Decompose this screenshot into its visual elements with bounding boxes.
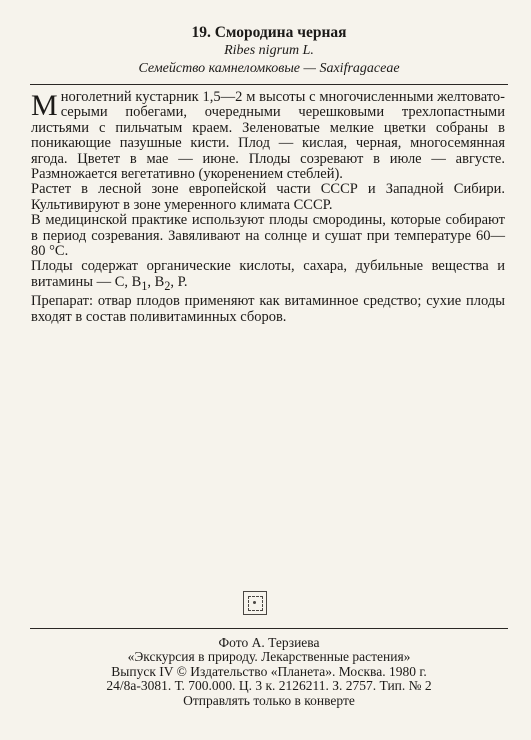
drop-cap: М: [31, 89, 58, 122]
photo-credit: Фото А. Терзиева: [218, 635, 320, 650]
paragraph-preparation: Препарат: отвар плодов применяют как витаминное средство; сухие плоды входят в состав поливитаминных сборов.: [31, 293, 505, 325]
bottom-divider: [30, 628, 508, 629]
paragraph-description: [31, 90, 505, 182]
print-details: 24/8а-3081. Т. 700.000. Ц. 3 к. 2126211. З. 2757. Тип. № 2: [106, 678, 432, 694]
family-name: Семейство камнеломковые — Saxifragaceae: [138, 61, 400, 76]
series-title: «Экскурсия в природу. Лекарственные растения»: [127, 649, 411, 665]
publisher-logo-icon: [243, 591, 267, 615]
paragraph-description-text: ноголетний кустарник 1,5—2 м высоты с многочисленными желтовато-серыми побегами, очередными черешковыми трехлопастными листьями с пильчатым краем. Зеленоватые мелкие цветки собраны в поникающие пазушные кисти. Плод — кислая, черная, многосемянная ягода. Цветет в мае — июне. Плоды созревают в июле — августе. Размножается вегетативно (укоренением стеблей).: [31, 89, 505, 183]
plant-title: 19. Смородина черная: [191, 24, 347, 41]
paragraph-usage: В медицинской практике используют плоды смородины, которые собирают в период созревания. Завяливают на солнце и сушат при температуре 60—80 °С.: [31, 212, 505, 260]
paragraph-habitat: Растет в лесной зоне европейской части СССР и Западной Сибири. Культивируют в зоне умеренного климата СССР.: [31, 181, 505, 213]
imprint: [30, 636, 508, 708]
header: [30, 24, 508, 78]
top-divider: [30, 84, 508, 85]
paragraph-composition: Плоды содержат органические кислоты, сахара, дубильные вещества и витамины — С, $В_1$, $В_2$, Р.: [31, 258, 505, 293]
description-text: [31, 90, 505, 325]
mailing-note: Отправлять только в конверте: [183, 692, 355, 708]
publisher-line: Выпуск IV © Издательство «Планета». Москва. 1980 г.: [111, 663, 427, 679]
latin-name: Ribes nigrum L.: [224, 43, 314, 58]
